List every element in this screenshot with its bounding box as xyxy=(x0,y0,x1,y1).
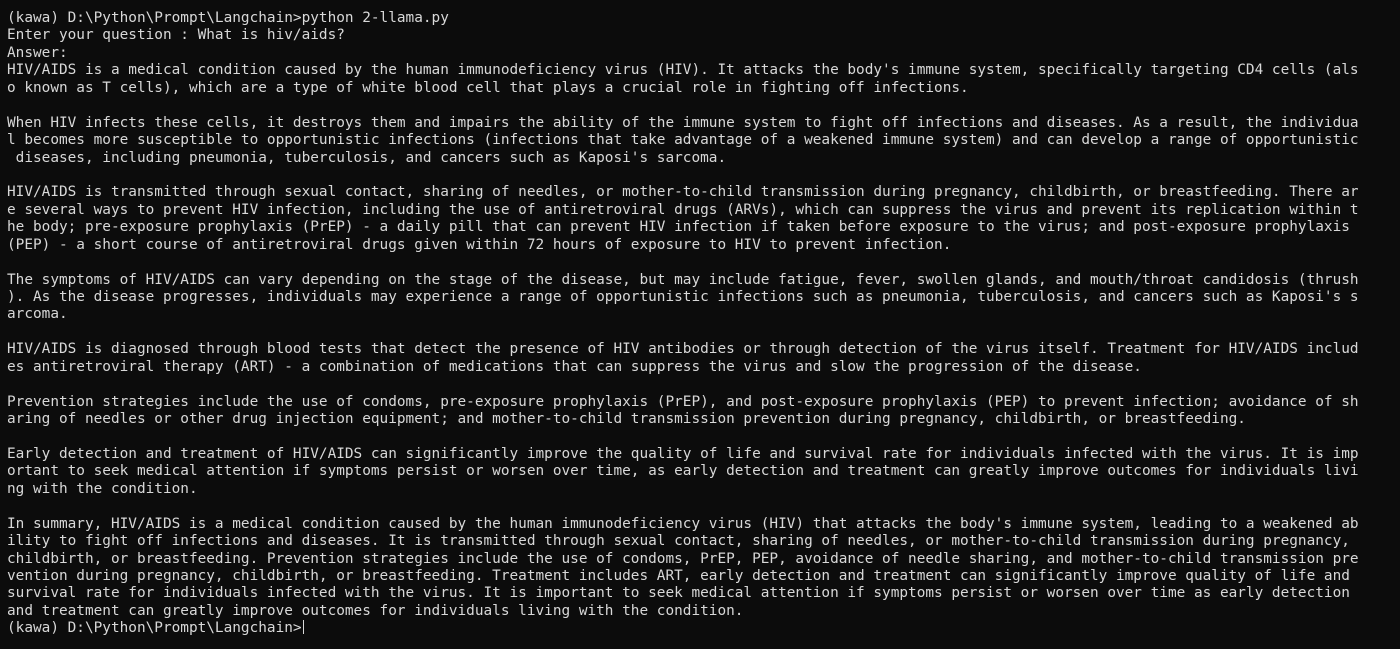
terminal-line xyxy=(7,97,1400,114)
terminal-line: HIV/AIDS is transmitted through sexual contact, sharing of needles, or mother-to-child transmission during pregnancy, childbirth, or breastfeeding. There ar xyxy=(7,184,1359,201)
terminal-line: In summary, HIV/AIDS is a medical condition caused by the human immunodeficiency virus (HIV) that attacks the body's immune system, leading to a weakened ab xyxy=(7,515,1359,532)
terminal-line: aring of needles or other drug injection equipment; and mother-to-child transmission prevention during pregnancy, childbirth, or breastfeeding. xyxy=(7,411,1246,428)
terminal-line: vention during pregnancy, childbirth, or breastfeeding. Treatment includes ART, early detection and treatment can significantly improve quality of life and xyxy=(7,568,1350,584)
terminal-line: Answer: xyxy=(7,44,68,61)
terminal-line: HIV/AIDS is a medical condition caused by the human immunodeficiency virus (HIV). It attacks the body's immune system, specifically targeting CD4 cells (als xyxy=(7,62,1359,79)
terminal-line: Early detection and treatment of HIV/AIDS can significantly improve the quality of life and survival rate for individuals infected with the virus. It is imp xyxy=(7,445,1359,462)
terminal-line xyxy=(7,376,1400,393)
terminal-line: When HIV infects these cells, it destroys them and impairs the ability of the immune system to fight off infections and diseases. As a result, the individua xyxy=(7,114,1359,131)
terminal-line: Enter your question : What is hiv/aids? xyxy=(7,27,345,44)
terminal-line xyxy=(7,167,1400,184)
text-cursor xyxy=(303,620,304,634)
terminal-line: (PEP) - a short course of antiretroviral drugs given within 72 hours of exposure to HIV to prevent infection. xyxy=(7,236,952,253)
terminal-line: e several ways to prevent HIV infection, including the use of antiretroviral drugs (ARVs), which can suppress the virus and prevent its replication within t xyxy=(7,201,1359,218)
terminal-line: Prevention strategies include the use of condoms, pre-exposure prophylaxis (PrEP), and post-exposure prophylaxis (PEP) to prevent infection; avoidance of sh xyxy=(7,393,1359,410)
terminal-line: survival rate for individuals infected with the virus. It is important to seek medical attention if symptoms persist or worsen over time as early detection xyxy=(7,585,1350,602)
terminal-line: HIV/AIDS is diagnosed through blood tests that detect the presence of HIV antibodies or through detection of the virus itself. Treatment for HIV/AIDS includ xyxy=(7,341,1359,358)
terminal-line xyxy=(7,429,1400,446)
command-prompt: (kawa) D:\Python\Prompt\Langchain> xyxy=(7,620,302,637)
command-prompt-line[interactable] xyxy=(7,620,1400,637)
terminal-line: o known as T cells), which are a type of white blood cell that plays a crucial role in fighting off infections. xyxy=(7,79,969,96)
terminal-line: ). As the disease progresses, individuals may experience a range of opportunistic infections such as pneumonia, tuberculosis, and cancers such as Kaposi's s xyxy=(7,289,1359,305)
terminal-line xyxy=(7,324,1400,341)
terminal-line: arcoma. xyxy=(7,306,68,323)
terminal-line xyxy=(7,254,1400,271)
terminal-line: (kawa) D:\Python\Prompt\Langchain>python 2-llama.py xyxy=(7,10,449,26)
terminal-line: es antiretroviral therapy (ART) - a combination of medications that can suppress the virus and slow the progression of the disease. xyxy=(7,358,1142,375)
terminal-line: l becomes more susceptible to opportunistic infections (infections that take advantage of a weakened immune system) and can develop a range of opportunistic xyxy=(7,132,1359,149)
terminal-line: ng with the condition. xyxy=(7,480,198,497)
terminal-line: he body; pre-exposure prophylaxis (PrEP) - a daily pill that can prevent HIV infection if taken before exposure to the virus; and post-exposure prophylaxis xyxy=(7,219,1350,236)
terminal-line: The symptoms of HIV/AIDS can vary depending on the stage of the disease, but may include fatigue, fever, swollen glands, and mouth/throat candidosis (thrush xyxy=(7,271,1359,288)
terminal-line: childbirth, or breastfeeding. Prevention strategies include the use of condoms, PrEP, PEP, avoidance of needle sharing, and mother-to-child transmission pre xyxy=(7,550,1359,567)
terminal-line: and treatment can greatly improve outcomes for individuals living with the condition. xyxy=(7,602,744,619)
terminal-line: ility to fight off infections and diseases. It is transmitted through sexual contact, sharing of needles, or mother-to-child transmission during pregnancy, xyxy=(7,533,1350,550)
terminal-output xyxy=(7,10,1400,620)
terminal-line: diseases, including pneumonia, tuberculosis, and cancers such as Kaposi's sarcoma. xyxy=(7,149,727,166)
terminal-line: ortant to seek medical attention if symptoms persist or worsen over time, as early detection and treatment can greatly improve outcomes for individuals livi xyxy=(7,463,1359,480)
terminal-line xyxy=(7,498,1400,515)
